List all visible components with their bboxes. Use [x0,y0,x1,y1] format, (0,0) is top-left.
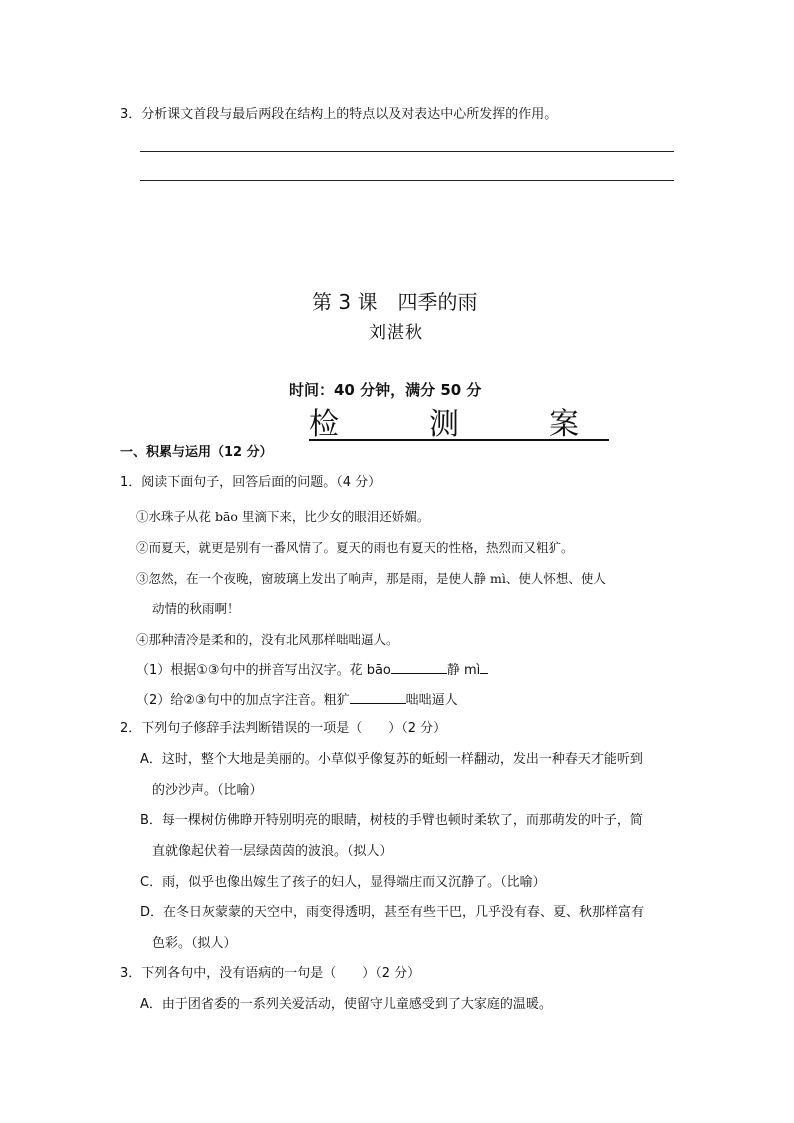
question-3-analysis: 3．分析课文首段与最后两段在结构上的特点以及对表达中心所发挥的作用。 [120,107,558,122]
question-2-prompt: 2．下列句子修辞手法判断错误的一项是（ ）（2 分） [120,721,447,736]
sub-question-1-text-2: 静 mì [446,663,481,678]
sub-question-1 [136,661,488,677]
section-heading: 一、积累与运用（12 分） [120,445,273,460]
lesson-title: 第 3 课 四季的雨 [312,290,478,314]
option-b-line-2: 直就像起伏着一层绿茵茵的波浪。（拟人） [152,844,393,859]
sub-question-2-text-2: 咄咄逼人 [405,693,458,708]
sub-question-2-text: （2）给②③句中的加点字注音。粗犷 [136,693,350,708]
option-b-line-1: B．每一棵树仿佛睁开特别明亮的眼睛，树枝的手臂也顿时柔软了，而那萌发的叶子，简 [140,813,643,828]
option-a: A．由于团省委的一系列关爱活动，使留守儿童感受到了大家庭的温暖。 [140,997,552,1012]
answer-line [140,180,674,181]
option-a-line-1: A．这时，整个大地是美丽的。小草似乎像复苏的蚯蚓一样翻动，发出一种春天才能听到 [140,752,643,767]
option-d-line-2: 色彩。（拟人） [152,936,237,951]
sub-question-2 [136,691,458,707]
sentence-4: ④那种清冷是柔和的，没有北风那样咄咄逼人。 [136,632,399,647]
question-3-prompt: 3．下列各句中，没有语病的一句是（ ）（2 分） [120,966,421,981]
sentence-3-line-2: 动情的秋雨啊！ [152,601,240,616]
lesson-author: 刘湛秋 [369,323,423,343]
fill-in-blank[interactable] [391,661,447,674]
option-d-line-1: D．在冬日灰蒙蒙的天空中，雨变得透明，甚至有些干巴，几乎没有春、夏、秋那样富有 [140,905,645,920]
time-info: 时间：40 分钟，满分 50 分 [289,381,482,399]
fill-in-blank[interactable] [480,661,488,674]
sentence-2: ②而夏天，就更是别有一番风情了。夏天的雨也有夏天的性格，热烈而又粗犷。 [136,540,574,555]
option-a-line-2: 的沙沙声。（比喻） [152,783,263,798]
option-c: C．雨，似乎也像出嫁生了孩子的妇人，显得端庄而又沉静了。（比喻） [140,875,546,890]
sub-question-1-text: （1）根据①③句中的拼音写出汉字。花 bāo [136,663,391,678]
sentence-1: ①水珠子从花 bāo 里滴下来，比少女的眼泪还娇媚。 [136,509,430,524]
sentence-3-line-1: ③忽然，在一个夜晚，窗玻璃上发出了响声，那是雨，是使人静 mì、使人怀想、使人 [136,571,606,586]
fill-in-blank[interactable] [350,691,406,704]
answer-line [140,151,674,152]
question-1-prompt: 1．阅读下面句子，回答后面的问题。（4 分） [120,475,382,490]
banner-title: 检 测 案 [309,407,609,442]
